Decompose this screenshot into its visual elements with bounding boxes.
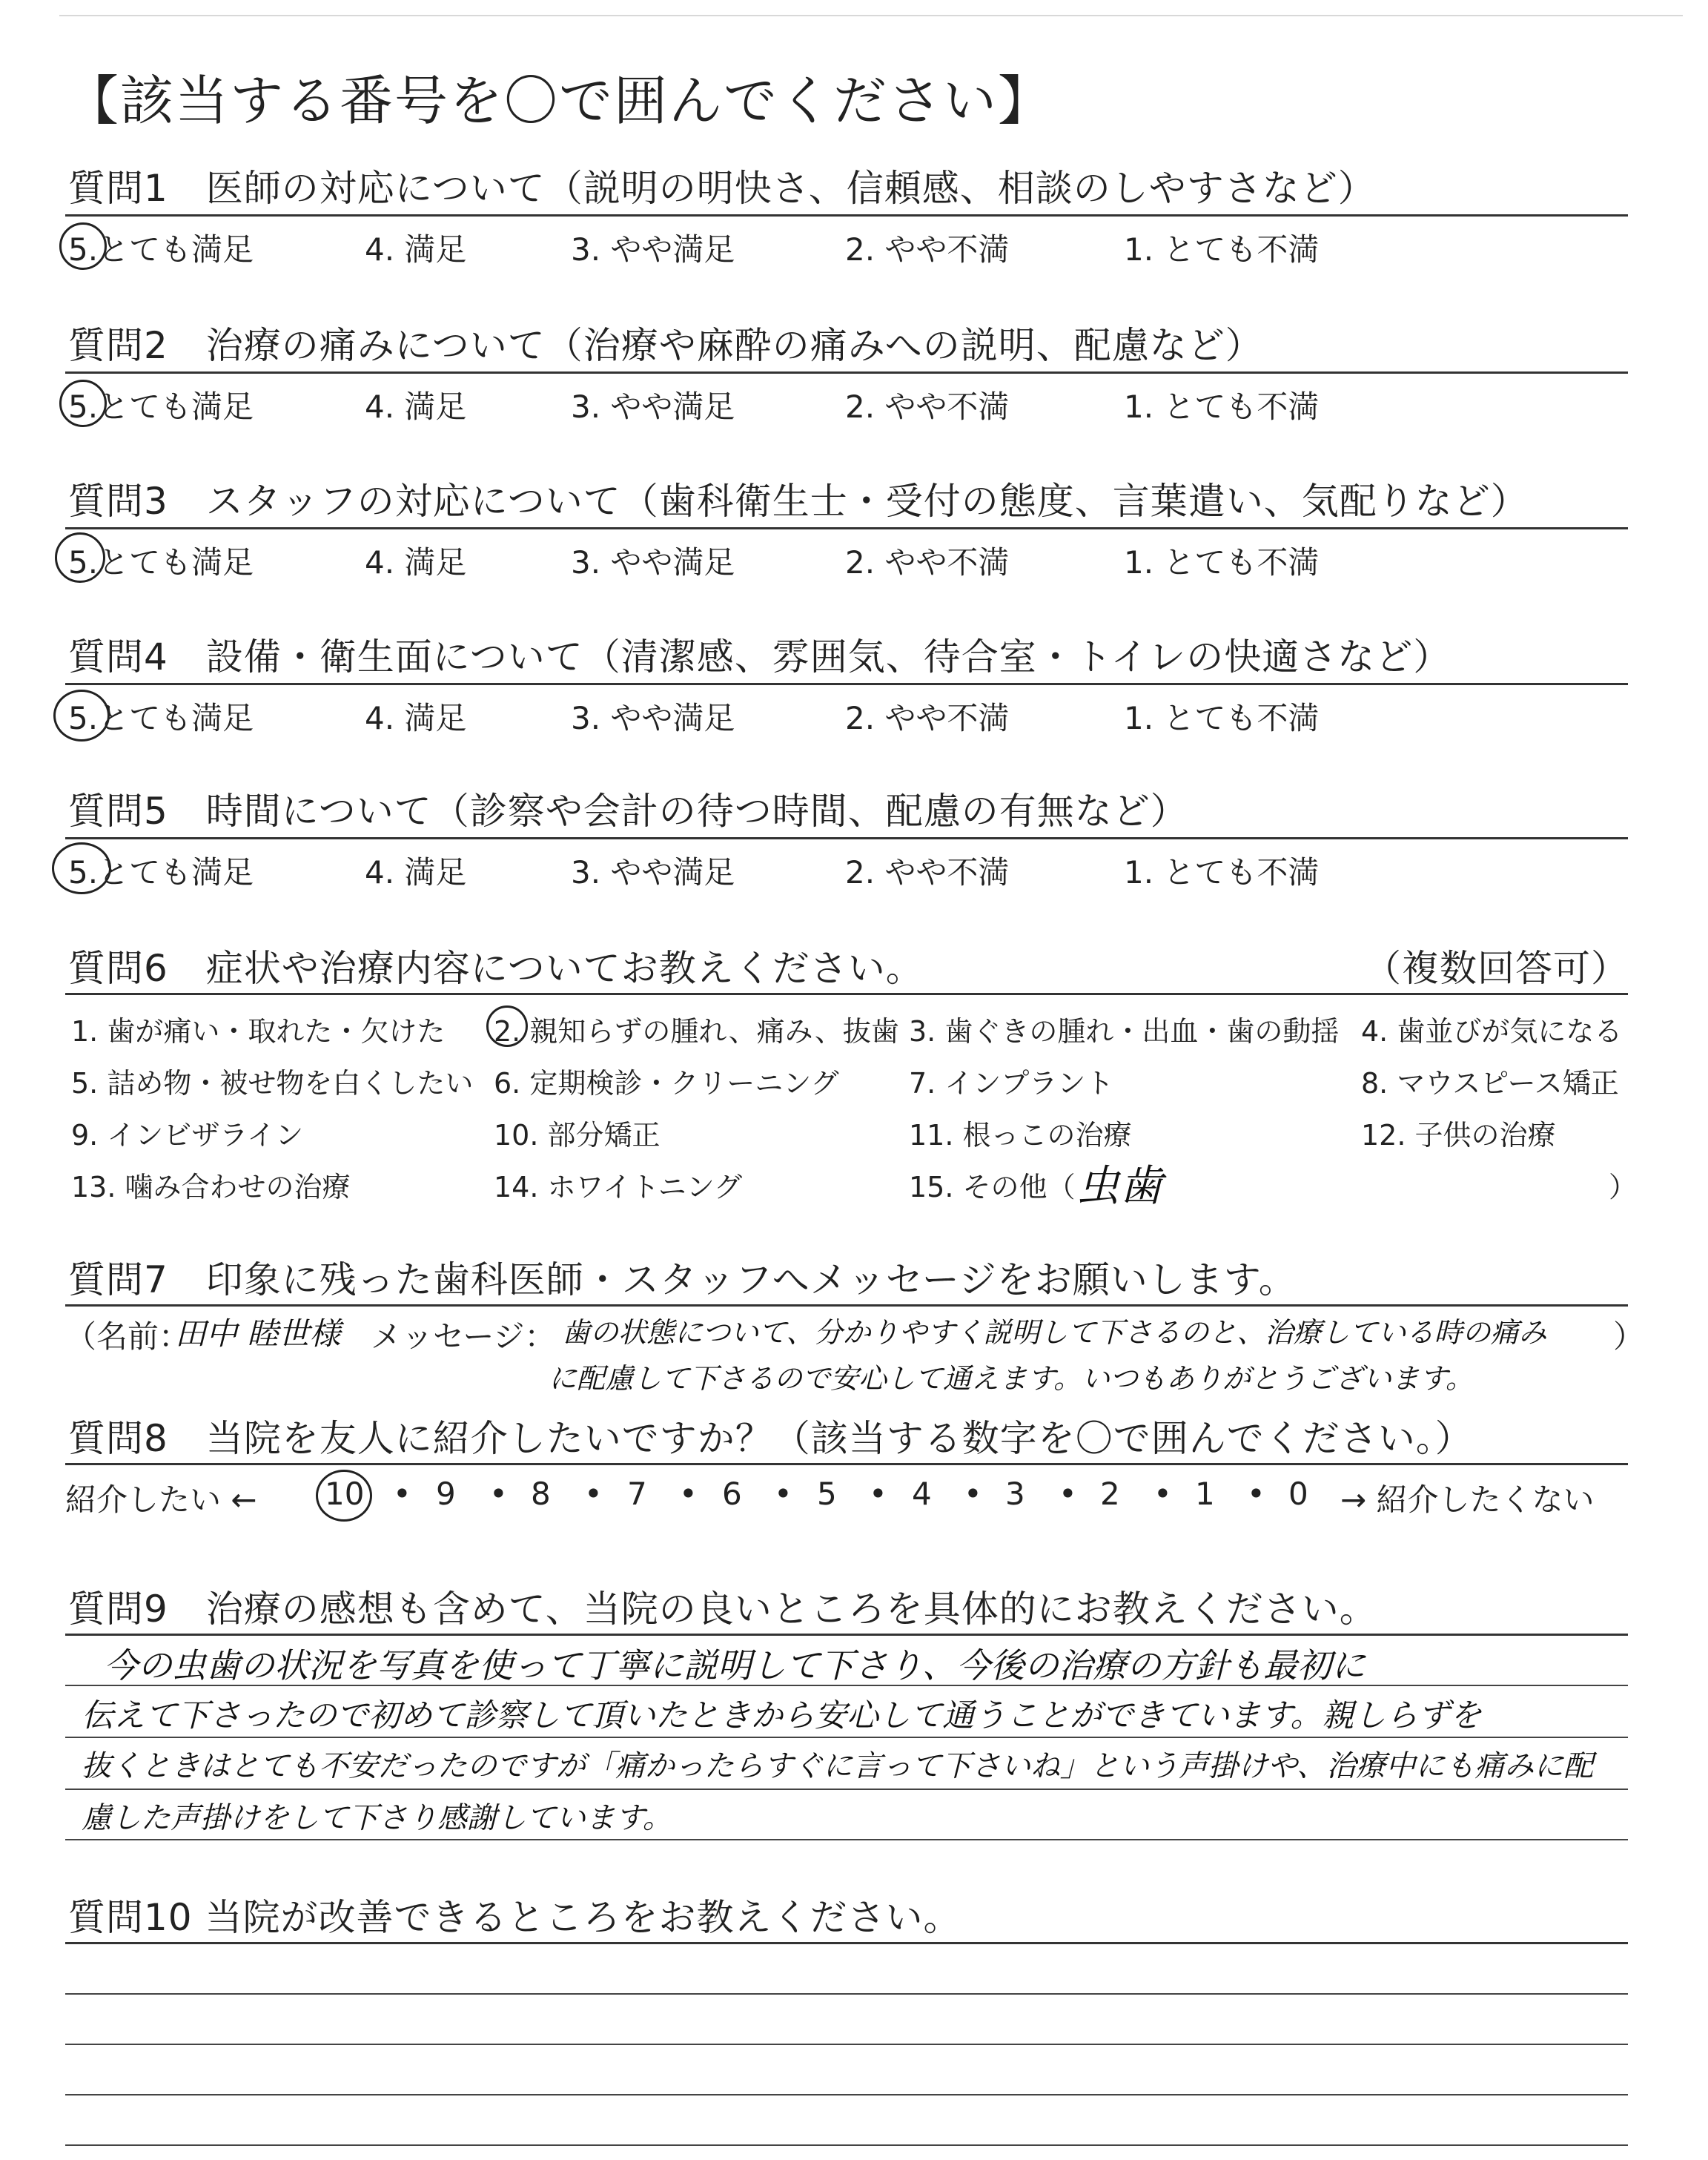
q8-selection-circle [316, 1470, 372, 1522]
q5-option-5[interactable]: 5.とても満足 [68, 854, 254, 891]
q6-item-8[interactable]: 8. マウスピース矯正 [1361, 1067, 1619, 1100]
q1-option-5[interactable]: 5.とても満足 [68, 231, 254, 268]
q10-answer-rule[interactable] [65, 1993, 1628, 1995]
q9-answer-line-1[interactable]: 今の虫歯の状況を写真を使って丁寧に説明して下さり、今後の治療の方針も最初に [104, 1645, 1366, 1685]
page-title: 【該当する番号を〇で囲んでください】 [65, 70, 1053, 132]
q9-answer-line-2[interactable]: 伝えて下さったので初めて診察して頂いたときから安心して通うことができています。親しらずを [82, 1697, 1482, 1734]
q10-answer-rule[interactable] [65, 2144, 1628, 2146]
q5-option-4[interactable]: 4. 満足 [365, 854, 467, 891]
q6-other-close: ） [1609, 1171, 1638, 1203]
q7-close-paren: ） [1613, 1318, 1645, 1355]
q8-dot: • [584, 1476, 603, 1512]
q4-option-5[interactable]: 5.とても満足 [68, 700, 254, 736]
q4-option-1[interactable]: 1. とても不満 [1124, 700, 1320, 736]
q1-rule [65, 214, 1628, 217]
q6-note: （複数回答可） [1364, 947, 1629, 990]
q6-rule [65, 993, 1628, 995]
q6-item-14[interactable]: 14. ホワイトニング [494, 1171, 743, 1203]
q9-answer-line-4[interactable]: 慮した声掛けをして下さり感謝しています。 [82, 1801, 672, 1835]
q6-item-15[interactable]: 15. その他（ [909, 1171, 1076, 1203]
q8-title: 質問8 当院を友人に紹介したいですか？（該当する数字を〇で囲んでください。） [68, 1417, 1473, 1460]
q3-option-1[interactable]: 1. とても不満 [1124, 544, 1320, 581]
q4-title: 質問4 設備・衛生面について（清潔感、雰囲気、待合室・トイレの快適さなど） [68, 635, 1452, 678]
q3-option-4[interactable]: 4. 満足 [365, 544, 467, 581]
q6-item-1[interactable]: 1. 歯が痛い・取れた・欠けた [71, 1015, 446, 1048]
q2-option-1[interactable]: 1. とても不満 [1124, 389, 1320, 425]
q6-item-12[interactable]: 12. 子供の治療 [1361, 1119, 1556, 1152]
q9-rule [65, 1634, 1628, 1636]
q10-answer-rule[interactable] [65, 2094, 1628, 2095]
q1-option-3[interactable]: 3. やや満足 [571, 231, 735, 268]
q6-item-5[interactable]: 5. 詰め物・被せ物を白くしたい [71, 1067, 474, 1100]
q6-selection-circle [486, 1005, 528, 1047]
q1-option-2[interactable]: 2. やや不満 [845, 231, 1010, 268]
q8-left-label: 紹介したい ← [65, 1482, 257, 1518]
q6-item-11[interactable]: 11. 根っこの治療 [909, 1119, 1132, 1152]
q10-answer-rule[interactable] [65, 2044, 1628, 2045]
q6-item-7[interactable]: 7. インプラント [909, 1067, 1114, 1100]
q8-right-label: → 紹介したくない [1340, 1482, 1595, 1518]
q7-name-value[interactable]: 田中 睦世様 [175, 1315, 341, 1352]
q9-answer-rule [65, 1839, 1628, 1840]
q7-rule [65, 1304, 1628, 1307]
q8-scale-3[interactable]: 3 [1005, 1476, 1025, 1512]
q8-scale-6[interactable]: 6 [722, 1476, 742, 1512]
q6-item-6[interactable]: 6. 定期検診・クリーニング [494, 1067, 839, 1100]
q6-item-10[interactable]: 10. 部分矯正 [494, 1119, 661, 1152]
q5-option-1[interactable]: 1. とても不満 [1124, 854, 1320, 891]
top-border [59, 15, 1683, 16]
q6-item-4[interactable]: 4. 歯並びが気になる [1361, 1015, 1623, 1048]
q6-item-2[interactable]: 2. 親知らずの腫れ、痛み、抜歯 [494, 1015, 899, 1048]
q8-dot: • [679, 1476, 698, 1512]
q8-rule [65, 1463, 1628, 1465]
q2-option-4[interactable]: 4. 満足 [365, 389, 467, 425]
q1-title: 質問1 医師の対応について（説明の明快さ、信頼感、相談のしやすさなど） [68, 167, 1376, 210]
q9-answer-rule [65, 1789, 1628, 1790]
q2-option-2[interactable]: 2. やや不満 [845, 389, 1010, 425]
q6-title: 質問6 症状や治療内容についてお教えください。 [68, 947, 924, 990]
q8-scale-9[interactable]: 9 [436, 1476, 456, 1512]
q5-rule [65, 837, 1628, 839]
q8-dot: • [1059, 1476, 1077, 1512]
q8-dot: • [869, 1476, 887, 1512]
q8-scale-5[interactable]: 5 [817, 1476, 837, 1512]
q2-rule [65, 371, 1628, 374]
q1-option-1[interactable]: 1. とても不満 [1124, 231, 1320, 268]
q8-scale-7[interactable]: 7 [627, 1476, 647, 1512]
q8-dot: • [774, 1476, 792, 1512]
q8-dot: • [489, 1476, 508, 1512]
q3-rule [65, 527, 1628, 529]
q8-dot: • [1153, 1476, 1172, 1512]
q4-option-4[interactable]: 4. 満足 [365, 700, 467, 736]
q4-option-3[interactable]: 3. やや満足 [571, 700, 735, 736]
q8-scale-0[interactable]: 0 [1288, 1476, 1308, 1512]
q8-scale-2[interactable]: 2 [1100, 1476, 1120, 1512]
q3-option-3[interactable]: 3. やや満足 [571, 544, 735, 581]
q2-title: 質問2 治療の痛みについて（治療や麻酔の痛みへの説明、配慮など） [68, 324, 1263, 367]
q8-scale-10[interactable]: 10 [325, 1476, 365, 1512]
q8-scale-8[interactable]: 8 [531, 1476, 551, 1512]
q5-option-3[interactable]: 3. やや満足 [571, 854, 735, 891]
q8-dot: • [393, 1476, 411, 1512]
q8-scale-1[interactable]: 1 [1195, 1476, 1215, 1512]
q5-option-2[interactable]: 2. やや不満 [845, 854, 1010, 891]
q6-item-3[interactable]: 3. 歯ぐきの腫れ・出血・歯の動揺 [909, 1015, 1340, 1048]
q5-selection-circle [52, 842, 111, 894]
q6-item-13[interactable]: 13. 噛み合わせの治療 [71, 1171, 351, 1203]
q7-message-line-1[interactable]: 歯の状態について、分かりやすく説明して下さるのと、治療している時の痛み [562, 1316, 1547, 1349]
q7-name-label: （名前： [65, 1318, 191, 1355]
q3-selection-circle [55, 532, 105, 583]
q2-option-5[interactable]: 5.とても満足 [68, 389, 254, 425]
q10-rule [65, 1942, 1628, 1944]
q4-rule [65, 683, 1628, 685]
q9-answer-line-3[interactable]: 抜くときはとても不安だったのですが「痛かったらすぐに言って下さいね」という声掛けや、治療中にも痛みに配 [82, 1749, 1594, 1783]
q8-dot: • [964, 1476, 982, 1512]
q1-option-4[interactable]: 4. 満足 [365, 231, 467, 268]
q2-option-3[interactable]: 3. やや満足 [571, 389, 735, 425]
q3-option-2[interactable]: 2. やや不満 [845, 544, 1010, 581]
q3-option-5[interactable]: 5.とても満足 [68, 544, 254, 581]
q9-title: 質問9 治療の感想も含めて、当院の良いところを具体的にお教えください。 [68, 1588, 1377, 1631]
q1-selection-circle [59, 222, 107, 270]
q2-selection-circle [59, 380, 107, 427]
q9-answer-rule [65, 1685, 1628, 1686]
q4-option-2[interactable]: 2. やや不満 [845, 700, 1010, 736]
q9-answer-rule [65, 1737, 1628, 1738]
q10-title: 質問10 当院が改善できるところをお教えください。 [68, 1896, 961, 1939]
q5-title: 質問5 時間について（診察や会計の待つ時間、配慮の有無など） [68, 790, 1188, 833]
q6-item-9[interactable]: 9. インビザライン [71, 1119, 304, 1152]
q4-selection-circle [53, 690, 110, 742]
q7-message-line-2[interactable]: に配慮して下さるので安心して通えます。いつもありがとうございます。 [549, 1362, 1474, 1395]
q8-scale-4[interactable]: 4 [912, 1476, 932, 1512]
q8-dot: • [1247, 1476, 1265, 1512]
q6-other-answer[interactable]: 虫歯 [1076, 1160, 1163, 1211]
q7-title: 質問7 印象に残った歯科医師・スタッフへメッセージをお願いします。 [68, 1258, 1297, 1301]
q3-title: 質問3 スタッフの対応について（歯科衛生士・受付の態度、言葉遣い、気配りなど） [68, 480, 1529, 523]
q7-message-label: メッセージ： [371, 1318, 556, 1355]
